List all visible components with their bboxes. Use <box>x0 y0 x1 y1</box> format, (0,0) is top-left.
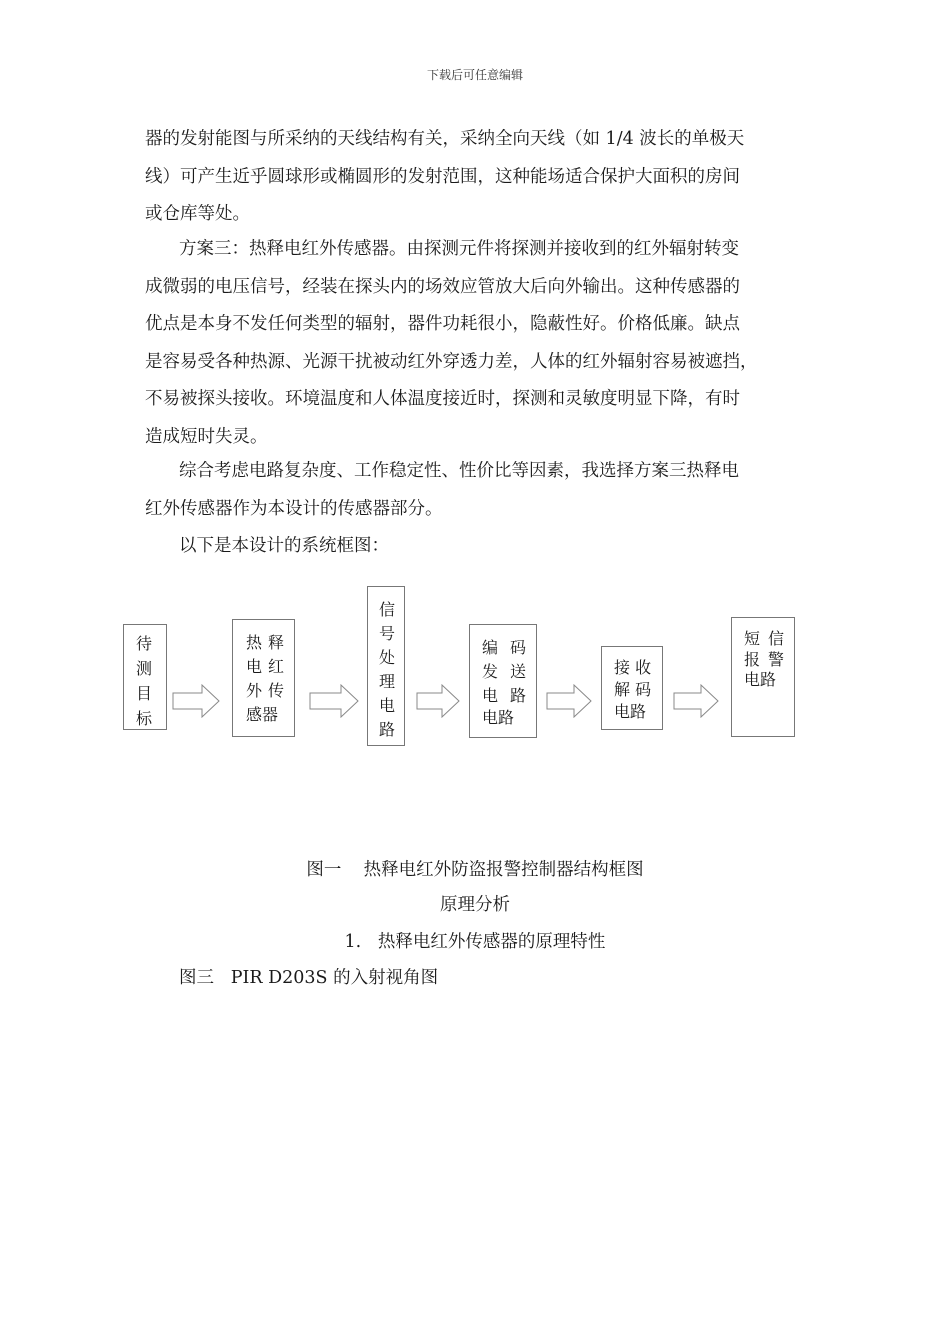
subsection-title: 1. 热释电红外传感器的原理特性 <box>344 932 606 952</box>
block-char: 目 <box>136 684 153 703</box>
text-line: 优点是本身不发任何类型的辐射，器件功耗很小，隐蔽性好。价格低廉。缺点 <box>145 314 740 334</box>
text-line: 红外传感器作为本设计的传感器部分。 <box>145 498 443 519</box>
block-pir-sensor <box>232 619 295 737</box>
block-char: 送 <box>510 662 527 681</box>
text-line: 综合考虑电路复杂度、工作稳定性、性价比等因素，我选择方案三热释电 <box>179 461 739 481</box>
figure-3-caption: 图三 PIR D203S 的入射视角图 <box>179 968 439 988</box>
block-signal-processing <box>367 586 405 746</box>
block-char: 待 <box>136 634 153 653</box>
block-char: 电路 <box>482 708 515 727</box>
paragraph-conclusion <box>145 453 739 528</box>
block-encode-transmit <box>469 624 537 738</box>
paragraph-antenna <box>145 121 744 234</box>
block-char: 传 <box>268 681 285 700</box>
paragraph-diagram-intro <box>145 528 389 566</box>
block-char: 电 <box>246 657 263 676</box>
block-char: 解 码 <box>614 680 652 699</box>
block-char: 信 <box>768 629 785 648</box>
block-char: 处 <box>379 648 396 667</box>
block-char: 号 <box>379 624 396 643</box>
block-char: 信 <box>379 600 396 619</box>
text-line: 器的发射能图与所采纳的天线结构有关，采纳全向天线（如 1/4 波长的单极天 <box>145 129 745 149</box>
text-line: 成微弱的电压信号，经装在探头内的场效应管放大后向外输出。这种传感器的 <box>145 276 740 297</box>
text-line: 方案三：热释电红外传感器。由探测元件将探测并接收到的红外辐射转变 <box>179 239 739 259</box>
text-line: 线）可产生近乎圆球形或椭圆形的发射范围，这种能场适合保护大面积的房间 <box>145 166 740 187</box>
section-title: 原理分析 <box>440 895 510 915</box>
block-char: 发 <box>482 662 499 681</box>
block-char: 电 <box>482 686 499 705</box>
block-char: 热 <box>246 633 263 652</box>
flow-arrow <box>172 684 220 718</box>
paragraph-scheme-three <box>145 231 758 456</box>
block-char: 标 <box>136 709 153 728</box>
text-line: 以下是本设计的系统框图： <box>179 536 389 556</box>
block-char: 接 收 <box>614 658 652 677</box>
text-line: 是容易受各种热源、光源干扰被动红外穿透力差，人体的红外辐射容易被遮挡， <box>145 351 758 372</box>
text-line: 造成短时失灵。 <box>145 426 268 447</box>
block-char: 报 <box>744 650 761 669</box>
flow-arrow <box>673 684 719 718</box>
block-char: 电 <box>379 696 396 715</box>
block-char: 测 <box>136 659 153 678</box>
block-char: 编 <box>482 638 499 657</box>
block-receive-decode <box>601 646 663 730</box>
block-char: 码 <box>510 638 527 657</box>
block-char: 电路 <box>614 702 647 721</box>
flow-arrow <box>416 684 460 718</box>
block-target <box>123 624 167 730</box>
block-char: 感器 <box>246 705 279 724</box>
text-line: 或仓库等处。 <box>145 204 250 224</box>
block-char: 路 <box>510 686 527 705</box>
block-char: 外 <box>246 681 263 700</box>
block-char: 释 <box>268 633 285 652</box>
block-sms-alarm <box>731 617 795 737</box>
block-char: 警 <box>768 650 785 669</box>
block-char: 理 <box>379 672 396 691</box>
block-char: 电路 <box>744 670 777 689</box>
flow-arrow <box>309 684 359 718</box>
block-char: 短 <box>744 629 761 648</box>
figure-caption: 图一 热释电红外防盗报警控制器结构框图 <box>306 860 644 880</box>
flow-arrow <box>546 684 592 718</box>
text-line: 不易被探头接收。环境温度和人体温度接近时，探测和灵敏度明显下降，有时 <box>145 389 740 409</box>
block-char: 红 <box>268 657 285 676</box>
page-header: 下载后可任意编辑 <box>426 68 523 82</box>
block-char: 路 <box>379 720 396 739</box>
